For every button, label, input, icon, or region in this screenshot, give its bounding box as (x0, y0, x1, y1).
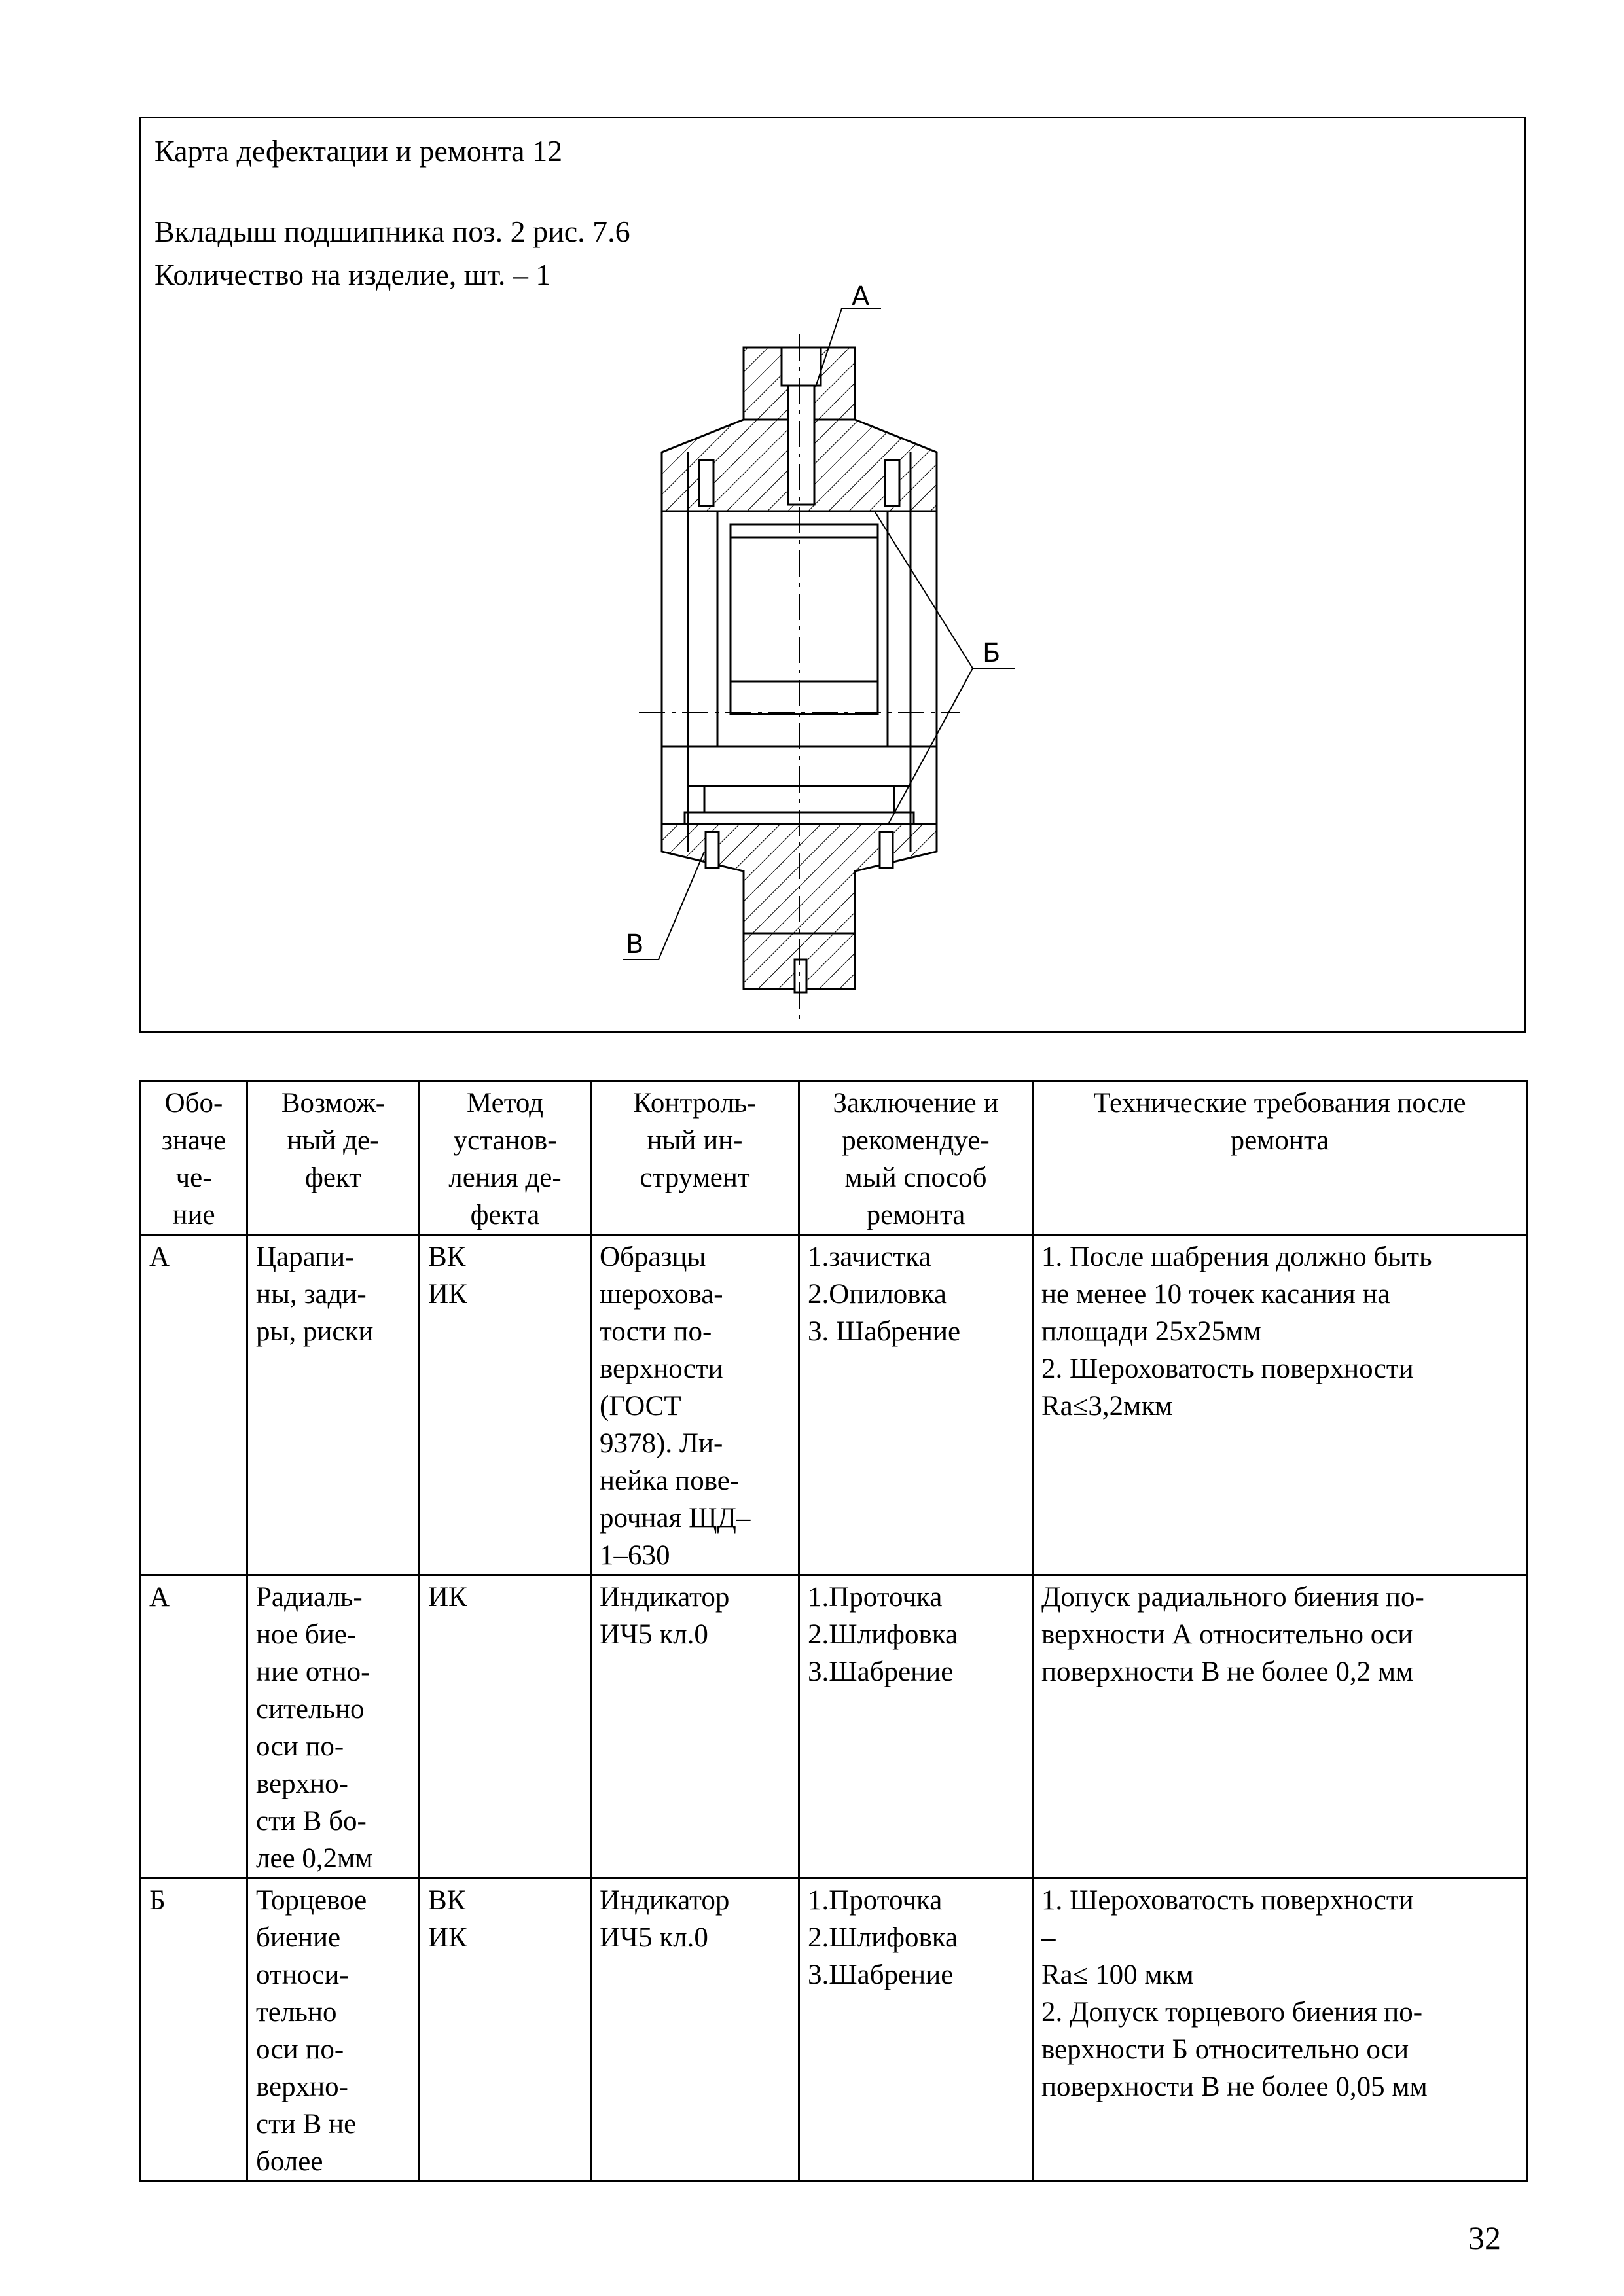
cell-text-line: Радиаль- (256, 1582, 363, 1613)
cell-text-line: поверхности В не более 0,05 мм (1041, 2072, 1428, 2102)
defects-table (139, 1080, 1528, 2182)
cell-text-line: 3.Шабрение (808, 1960, 954, 1990)
cell-text-line: шерохова- (600, 1279, 723, 1310)
cell-text-line: ИЧ5 кл.0 (600, 1619, 708, 1650)
cell-text-line: че- (175, 1162, 212, 1193)
cell-text-line: более (256, 2146, 323, 2177)
cell-text-line: ИК (428, 1922, 467, 1953)
label-b: Б (983, 638, 1001, 668)
cell-method (420, 1235, 591, 1575)
cell-text-line: оси по- (256, 2034, 344, 2065)
cell-text-line: 1.Проточка (808, 1582, 943, 1613)
cell-repair (799, 1878, 1033, 2181)
cell-instrument (591, 1575, 799, 1878)
cell-text-line: 2.Опиловка (808, 1279, 947, 1310)
card-title: Карта дефектации и ремонта 12 (154, 134, 563, 168)
cell-text-line: нейка пове- (600, 1465, 740, 1496)
cell-designation: А (141, 1575, 247, 1878)
cell-text-line: Ra≤3,2мкм (1041, 1391, 1173, 1422)
header-method (420, 1081, 591, 1235)
cell-text-line: лее 0,2мм (256, 1843, 373, 1874)
cell-text-line: ние (172, 1200, 215, 1230)
cell-designation: А (141, 1235, 247, 1575)
header-designation (141, 1081, 247, 1235)
cell-text-line: 1. После шабрения должно быть (1041, 1242, 1432, 1272)
cell-text-line: ления де- (448, 1162, 562, 1193)
cell-text-line: 1.зачистка (808, 1242, 931, 1272)
cell-requirements (1033, 1575, 1527, 1878)
cell-text-line: Индикатор (600, 1885, 730, 1916)
cell-text-line: рекомендуе- (842, 1125, 990, 1156)
cell-method (420, 1878, 591, 2181)
cell-text-line: 2. Шероховатость поверхности (1041, 1354, 1414, 1384)
cell-text-line: верхно- (256, 2072, 348, 2102)
cell-text-line: тельно (256, 1997, 337, 2028)
label-v: В (626, 929, 644, 960)
cell-text-line: ИК (428, 1279, 467, 1310)
cell-requirements (1033, 1235, 1527, 1575)
cell-text-line: 3. Шабрение (808, 1316, 961, 1347)
cell-text-line: тости по- (600, 1316, 712, 1347)
cell-text-line: 3.Шабрение (808, 1657, 954, 1687)
cell-repair (799, 1235, 1033, 1575)
cell-text-line: Индикатор (600, 1582, 730, 1613)
part-name-line: Вкладыш подшипника поз. 2 рис. 7.6 (154, 215, 630, 248)
cell-text-line: 9378). Ли- (600, 1428, 723, 1459)
cell-text-line: Образцы (600, 1242, 706, 1272)
cell-text-line: ние отно- (256, 1657, 370, 1687)
cell-text-line: ремонта (866, 1200, 965, 1230)
cell-text-line: сительно (256, 1694, 365, 1725)
table-row (141, 1575, 1527, 1878)
cell-text-line: верхно- (256, 1768, 348, 1799)
cell-text-line: значе (161, 1125, 226, 1156)
cell-text-line: сти В не (256, 2109, 357, 2140)
cell-instrument (591, 1235, 799, 1575)
cell-text-line: Обо- (164, 1088, 223, 1119)
cell-text-line: рочная ЩД– (600, 1503, 751, 1534)
cell-text-line: – (1041, 1922, 1056, 1953)
cell-defect (247, 1575, 420, 1878)
cell-text-line: относи- (256, 1960, 349, 1990)
cell-text-line: не менее 10 точек касания на (1041, 1279, 1390, 1310)
cell-text-line: ВК (428, 1885, 466, 1916)
header-instrument (591, 1081, 799, 1235)
cell-instrument (591, 1878, 799, 2181)
cell-text-line: фект (304, 1162, 362, 1193)
cell-text-line: верхности (600, 1354, 723, 1384)
cell-method (420, 1575, 591, 1878)
cell-text-line: Контроль- (633, 1088, 757, 1119)
cell-text-line: 2.Шлифовка (808, 1619, 958, 1650)
cell-text-line: Заключение и (833, 1088, 999, 1119)
cell-text-line: (ГОСТ (600, 1391, 681, 1422)
bearing-liner-drawing (141, 118, 1524, 1031)
cell-text-line: площади 25х25мм (1041, 1316, 1261, 1347)
cell-text-line: ИЧ5 кл.0 (600, 1922, 708, 1953)
cell-text-line: Возмож- (281, 1088, 386, 1119)
cell-text-line: сти В бо- (256, 1806, 367, 1837)
cell-requirements (1033, 1878, 1527, 2181)
cell-text-line: ИК (428, 1582, 467, 1613)
cell-defect (247, 1878, 420, 2181)
cell-text-line: 1.Проточка (808, 1885, 943, 1916)
cell-text-line: ное бие- (256, 1619, 357, 1650)
header-defect (247, 1081, 420, 1235)
cell-text-line: 1–630 (600, 1540, 670, 1571)
cell-text-line: верхности Б относительно оси (1041, 2034, 1409, 2065)
cell-text-line: Метод (466, 1088, 544, 1119)
cell-text-line: ный ин- (647, 1125, 743, 1156)
page-number: 32 (1468, 2219, 1501, 2256)
cell-text-line: биение (256, 1922, 341, 1953)
cell-text-line: 1. Шероховатость поверхности (1041, 1885, 1414, 1916)
cell-text-line: поверхности В не более 0,2 мм (1041, 1657, 1414, 1687)
table-row (141, 1878, 1527, 2181)
cell-defect (247, 1235, 420, 1575)
defect-card-frame (139, 117, 1526, 1033)
table-header-row (141, 1081, 1527, 1235)
cell-text-line: ры, риски (256, 1316, 374, 1347)
cell-text-line: 2. Допуск торцевого биения по- (1041, 1997, 1423, 2028)
cell-text-line: оси по- (256, 1731, 344, 1762)
cell-text-line: ремонта (1230, 1125, 1329, 1156)
header-repair (799, 1081, 1033, 1235)
cell-repair (799, 1575, 1033, 1878)
cell-text-line: ный де- (287, 1125, 380, 1156)
cell-text-line: фекта (470, 1200, 540, 1230)
cell-text-line: мый способ (844, 1162, 987, 1193)
cell-text-line: Технические требования после (1093, 1088, 1466, 1119)
cell-text-line: струмент (640, 1162, 750, 1193)
cell-text-line: ВК (428, 1242, 466, 1272)
table-row (141, 1235, 1527, 1575)
cell-text-line: установ- (453, 1125, 557, 1156)
cell-text-line: Ra≤ 100 мкм (1041, 1960, 1194, 1990)
cell-text-line: Допуск радиального биения по- (1041, 1582, 1424, 1613)
cell-text-line: Царапи- (256, 1242, 355, 1272)
quantity-line: Количество на изделие, шт. – 1 (154, 257, 551, 291)
cell-text-line: 2.Шлифовка (808, 1922, 958, 1953)
cell-text-line: Торцевое (256, 1885, 367, 1916)
cell-designation: Б (141, 1878, 247, 2181)
header-requirements (1033, 1081, 1527, 1235)
label-a: А (852, 281, 870, 312)
cell-text-line: ны, зади- (256, 1279, 367, 1310)
cell-text-line: верхности А относительно оси (1041, 1619, 1413, 1650)
